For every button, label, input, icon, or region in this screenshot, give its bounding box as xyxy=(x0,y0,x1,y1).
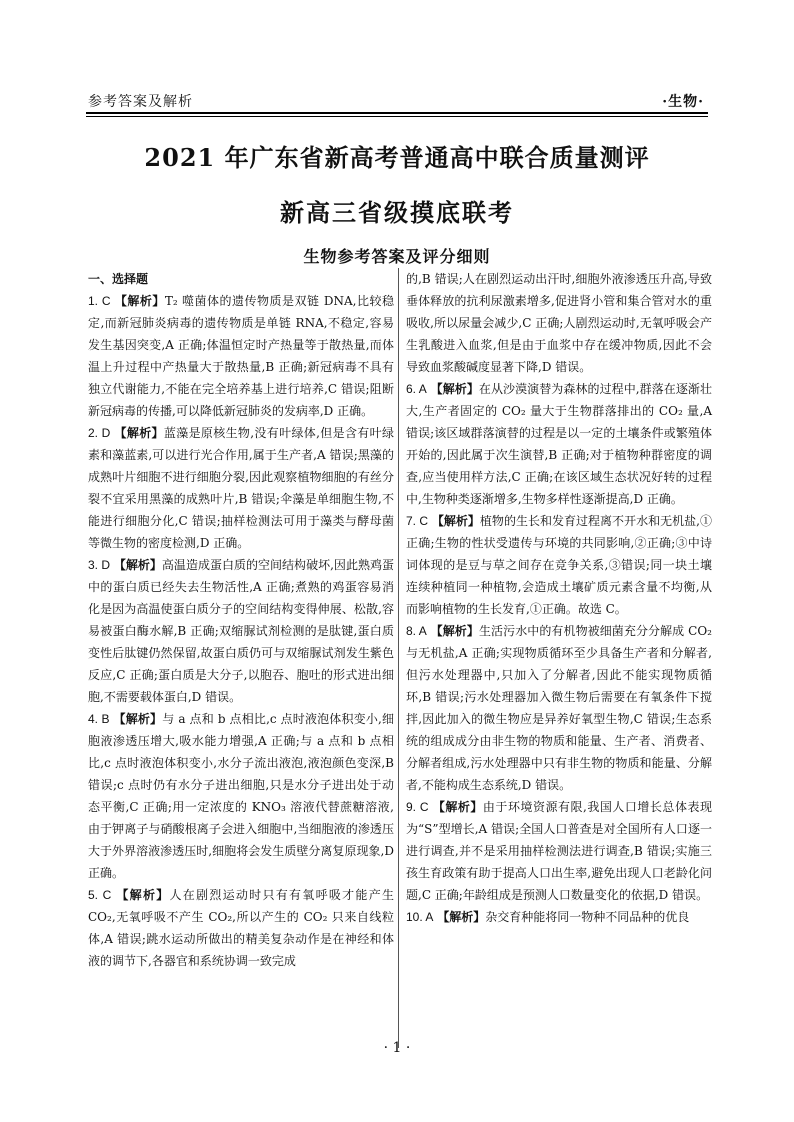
answer-item xyxy=(406,620,712,796)
answer-item xyxy=(406,378,712,510)
answer-number: 2. D xyxy=(88,426,111,440)
header-rule xyxy=(86,112,708,114)
answer-number: 3. D xyxy=(88,558,111,572)
analysis-tag: 【解析】 xyxy=(116,888,170,902)
analysis-tag: 【解析】 xyxy=(113,558,162,572)
column-divider xyxy=(398,268,399,1048)
answer-text: 高温造成蛋白质的空间结构破坏,因此熟鸡蛋中的蛋白质已经失去生物活性,A 正确;煮熟的鸡蛋容易消化是因为高温使蛋白质分子的空间结构变得伸展、松散,容易被蛋白酶水解,B 正确;双缩脲试剂检测的是肽键,蛋白质变性后肽键仍然保留,故蛋白质仍可与双缩脲试剂发生紫色反应,C 正确;蛋白质是大分子,以胞吞、胞吐的形式进出细胞,不需要载体蛋白,D 错误。 xyxy=(88,558,394,704)
answer-item xyxy=(406,510,712,620)
answer-item xyxy=(88,554,394,708)
answer-number: 6. A xyxy=(406,382,427,396)
header-left-label: 参考答案及解析 xyxy=(88,94,193,110)
analysis-tag: 【解析】 xyxy=(430,382,479,396)
answer-text: 由于环境资源有限,我国人口增长总体表现为“S”型增长,A 错误;全国人口普查是对全国所有人口逐一进行调查,并不是采用抽样检测法进行调查,B 错误;实施三孩生育政策有助于提高人口出生率,避免出现人口老龄化问题,C 正确;年龄组成是预测人口数量变化的依据,D 错误。 xyxy=(406,800,712,902)
answer-text: 人在剧烈运动时只有有氧呼吸才能产生 CO₂,无氧呼吸不产生 CO₂,所以产生的 CO₂ 只来自线粒体,A 错误;跳水运动所做出的精美复杂动作是在神经和体液的调节下,各器官和系统协调一致完成 xyxy=(88,888,394,968)
answer-text: 在从沙漠演替为森林的过程中,群落在逐渐壮大,生产者固定的 CO₂ 量大于生物群落排出的 CO₂ 量,A 错误;该区域群落演替的过程是以一定的土壤条件或繁殖体开始的,因此属于次生演替,B 正确;对于植物种群密度的调查,应当使用样方法,C 正确;在该区域生态状况好转的过程中,生物种类逐渐增多,生物多样性逐渐提高,D 正确。 xyxy=(406,382,712,506)
right-answer-list xyxy=(406,378,712,928)
answer-number: 8. A xyxy=(406,624,427,638)
answer-number: 9. C xyxy=(406,800,429,814)
analysis-tag: 【解析】 xyxy=(437,910,486,924)
answer-item xyxy=(406,906,712,928)
answer-text: 杂交育种能将同一物种不同品种的优良 xyxy=(485,910,690,924)
document-heading: 生物参考答案及评分细则 xyxy=(303,247,491,266)
right-column xyxy=(406,268,712,928)
header-subject-label: ·生物· xyxy=(662,94,704,110)
answer-item xyxy=(88,708,394,884)
answer-item xyxy=(88,290,394,422)
answer-text: 植物的生长和发育过程离不开水和无机盐,①正确;生物的性状受遗传与环境的共同影响,②正确;③中诗词体现的是豆与草之间存在竞争关系,③错误;同一块土壤连续种植同一种植物,会造成土壤矿质元素含量不均衡,从而影响植物的生长发育,①正确。故选 C。 xyxy=(406,514,712,616)
answer-number: 1. C xyxy=(88,294,111,308)
analysis-tag: 【解析】 xyxy=(431,514,480,528)
analysis-tag: 【解析】 xyxy=(114,426,164,440)
answer-continuation: 的,B 错误;人在剧烈运动出汗时,细胞外液渗透压升高,导致垂体释放的抗利尿激素增多,促进肾小管和集合管对水的重吸收,所以尿量会减少,C 正确;人剧烈运动时,无氧呼吸会产生乳酸进入血浆,但是由于血浆中存在缓冲物质,因此不会导致血浆酸碱度显著下降,D 错误。 xyxy=(406,272,712,374)
left-column xyxy=(88,268,394,972)
answer-text: 蓝藻是原核生物,没有叶绿体,但是含有叶绿素和藻蓝素,可以进行光合作用,属于生产者,A 错误;黑藻的成熟叶片细胞不进行细胞分裂,因此观察植物细胞的有丝分裂不宜采用黑藻的成熟叶片,B 错误;伞藻是单细胞生物,不能进行细胞分化,C 错误;抽样检测法可用于藻类与酵母菌等微生物的密度检测,D 正确。 xyxy=(88,426,394,550)
page-title: 2021 年广东省新高考普通高中联合质量测评 xyxy=(144,143,650,172)
answer-number: 10. A xyxy=(406,910,434,924)
answer-number: 4. B xyxy=(88,712,110,726)
answer-item xyxy=(406,796,712,906)
answer-number: 7. C xyxy=(406,514,429,528)
answer-text: T₂ 噬菌体的遗传物质是双链 DNA,比较稳定,而新冠肺炎病毒的遗传物质是单链 RNA,不稳定,容易发生基因突变,A 正确;体温恒定时产热量等于散热量,而体温上升过程中产热量大于散热量,B 正确;新冠病毒不具有独立代谢能力,不能在完全培养基上进行培养,C 错误;阻断新冠病毒的传播,可以降低新冠肺炎的发病率,D 正确。 xyxy=(88,294,394,418)
answer-text: 生活污水中的有机物被细菌充分分解成 CO₂ 与无机盐,A 正确;实现物质循环至少具备生产者和分解者,但污水处理器中,只加入了分解者,因此不能实现物质循环,B 错误;污水处理器加入微生物后需要在有氧条件下搅拌,因此加入的微生物应是异养好氧型生物,C 错误;生态系统的组成成分由非生物的物质和能量、生产者、消费者、分解者组成,污水处理器中只有非生物的物质和能量、分解者,不能构成生态系统,D 错误。 xyxy=(406,624,712,792)
section-heading: 一、选择题 xyxy=(88,272,149,286)
answer-text: 与 a 点和 b 点相比,c 点时液泡体积变小,细胞液渗透压增大,吸水能力增强,A 正确;与 a 点和 b 点相比,c 点时液泡体积变小,水分子流出液泡,液泡颜色变深,B 错误;c 点时仍有水分子进出细胞,只是水分子进出处于动态平衡,C 正确;用一定浓度的 KNO₃ 溶液代替蔗糖溶液,由于钾离子与硝酸根离子会进入细胞中,当细胞液的渗透压大于外界溶液渗透压时,细胞将会发生质壁分离复原现象,D 正确。 xyxy=(88,712,394,880)
page-number: · 1 · xyxy=(383,1040,411,1056)
analysis-tag: 【解析】 xyxy=(430,624,479,638)
header-rule-thin xyxy=(86,116,708,117)
left-answer-list xyxy=(88,290,394,972)
analysis-tag: 【解析】 xyxy=(114,294,165,308)
answer-item xyxy=(88,884,394,972)
answer-number: 5. C xyxy=(88,888,112,902)
page-subtitle: 新高三省级摸底联考 xyxy=(280,198,514,227)
analysis-tag: 【解析】 xyxy=(113,712,163,726)
answer-item xyxy=(88,422,394,554)
analysis-tag: 【解析】 xyxy=(432,800,483,814)
